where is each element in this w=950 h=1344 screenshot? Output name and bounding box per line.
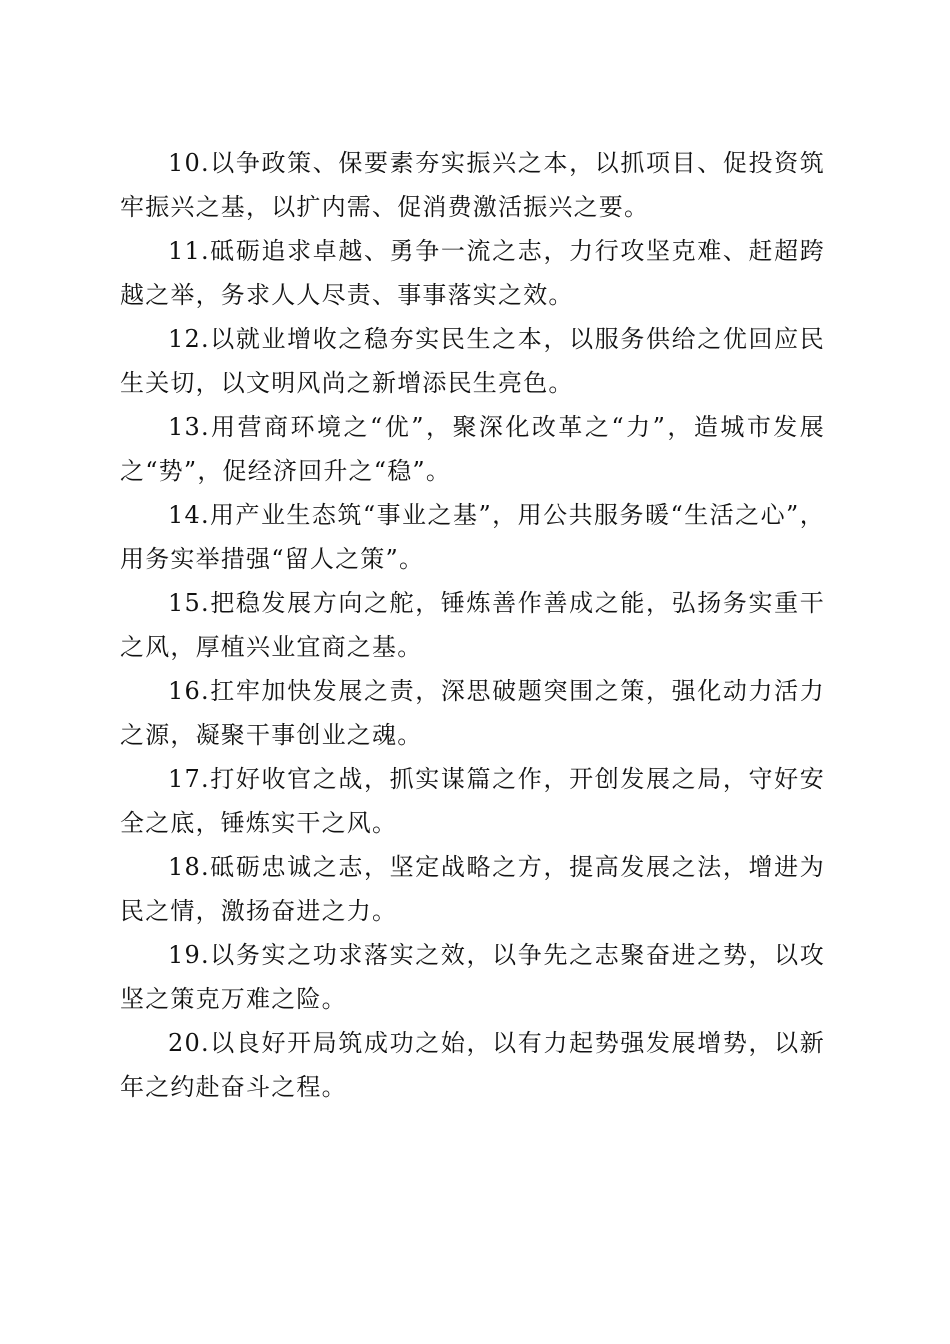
paragraph-12: 12.以就业增收之稳夯实民生之本，以服务供给之优回应民生关切，以文明风尚之新增添民生亮色。 [120,325,825,397]
paragraph-13: 13.用营商环境之“优”，聚深化改革之“力”，造城市发展之“势”，促经济回升之“稳”。 [120,413,825,485]
paragraph-17: 17.打好收官之战，抓实谋篇之作，开创发展之局，守好安全之底，锤炼实干之风。 [120,765,825,837]
paragraph-10: 10.以争政策、保要素夯实振兴之本，以抓项目、促投资筑牢振兴之基，以扩内需、促消费激活振兴之要。 [120,149,825,221]
paragraph-18: 18.砥砺忠诚之志，坚定战略之方，提高发展之法，增进为民之情，激扬奋进之力。 [120,853,825,925]
paragraph-20: 20.以良好开局筑成功之始，以有力起势强发展增势，以新年之约赴奋斗之程。 [120,1029,825,1101]
paragraph-16: 16.扛牢加快发展之责，深思破题突围之策，强化动力活力之源，凝聚干事创业之魂。 [120,677,825,749]
document-body [120,141,825,1109]
paragraph-19: 19.以务实之功求落实之效，以争先之志聚奋进之势，以攻坚之策克万难之险。 [120,941,825,1013]
paragraph-11: 11.砥砺追求卓越、勇争一流之志，力行攻坚克难、赶超跨越之举，务求人人尽责、事事落实之效。 [120,237,825,309]
paragraph-14: 14.用产业生态筑“事业之基”，用公共服务暖“生活之心”，用务实举措强“留人之策”。 [120,501,825,573]
paragraph-15: 15.把稳发展方向之舵，锤炼善作善成之能，弘扬务实重干之风，厚植兴业宜商之基。 [120,589,825,661]
